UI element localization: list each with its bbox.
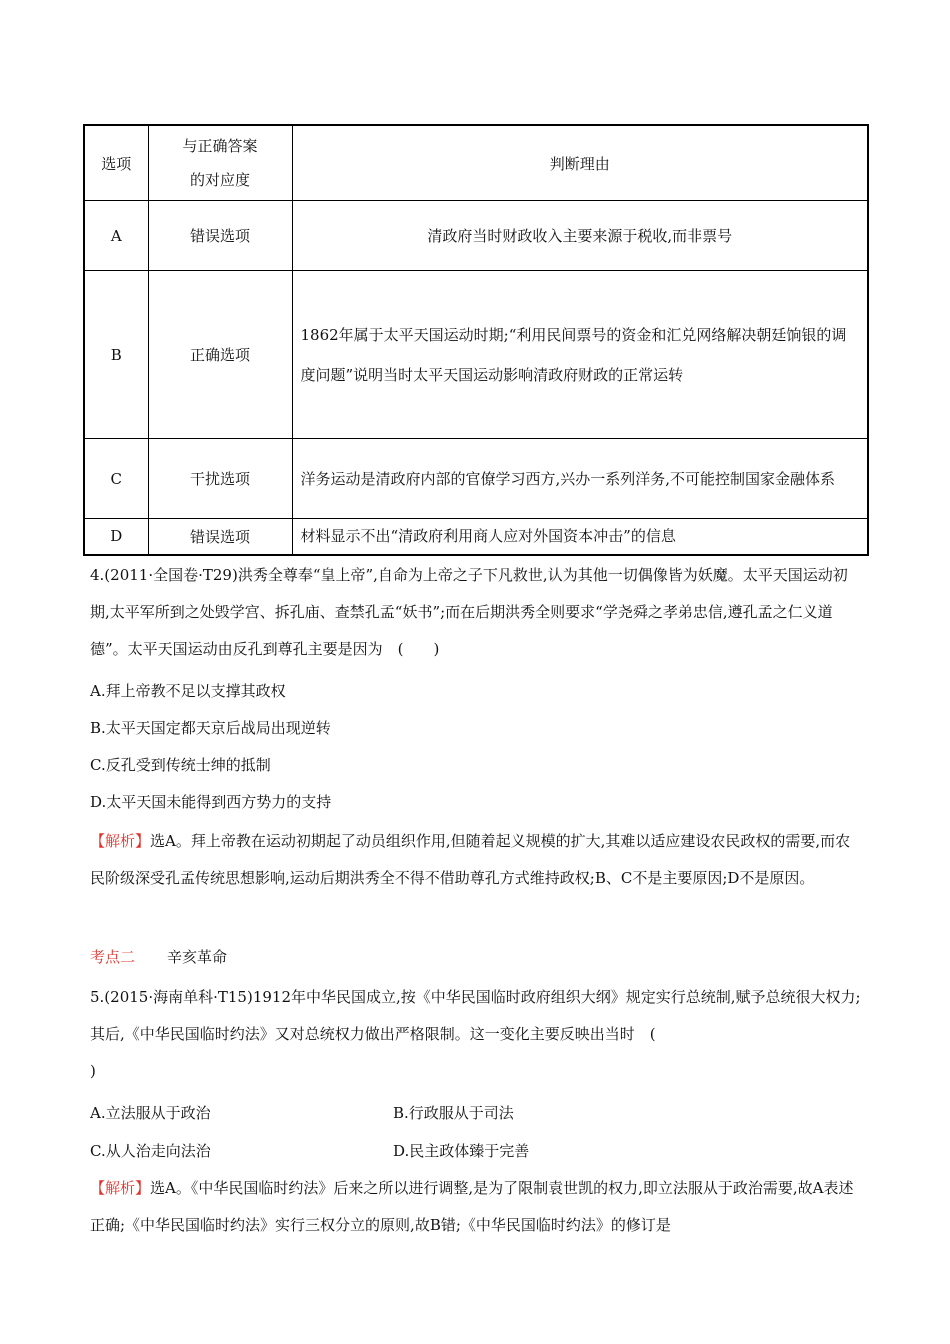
row-correspondence: 干扰选项 <box>148 439 292 519</box>
question-4-option-d: D.太平天国未能得到西方势力的支持 <box>90 793 332 811</box>
question-4-option-b: B.太平天国定都天京后战局出现逆转 <box>90 719 331 737</box>
table-row <box>84 439 868 519</box>
section-title: 辛亥革命 <box>167 948 228 966</box>
row-correspondence: 错误选项 <box>148 519 292 555</box>
analysis-tag: 【解析】 <box>90 1179 151 1197</box>
row-reason: 清政府当时财政收入主要来源于税收,而非票号 <box>292 201 868 271</box>
table-header-row <box>84 125 868 201</box>
row-correspondence: 错误选项 <box>148 201 292 271</box>
row-option: A <box>84 201 148 271</box>
analysis-tag: 【解析】 <box>90 832 151 850</box>
row-option: C <box>84 439 148 519</box>
analysis-text: 选A。拜上帝教在运动初期起了动员组织作用,但随着起义规模的扩大,其难以适应建设农民政权的需要,而农民阶级深受孔孟传统思想影响,运动后期洪秀全不得不借助尊孔方式维持政权;B、C不是主要原因;D不是原因。 <box>90 832 851 887</box>
header-correspondence: 与正确答案 的对应度 <box>148 125 292 201</box>
question-5-option-b: B.行政服从于司法 <box>393 1104 514 1122</box>
section-label: 考点二 <box>90 948 136 966</box>
row-reason: 1862年属于太平天国运动时期;“利用民间票号的资金和汇兑网络解决朝廷饷银的调度问题”说明当时太平天国运动影响清政府财政的正常运转 <box>292 271 868 439</box>
question-5-option-a: A.立法服从于政治 <box>90 1104 211 1122</box>
row-option: D <box>84 519 148 555</box>
table-row <box>84 519 868 555</box>
row-reason: 洋务运动是清政府内部的官僚学习西方,兴办一系列洋务,不可能控制国家金融体系 <box>292 439 868 519</box>
header-reason: 判断理由 <box>292 125 868 201</box>
question-4-option-a: A.拜上帝教不足以支撑其政权 <box>90 682 286 700</box>
table-row <box>84 201 868 271</box>
question-5-stem: 5.(2015·海南单科·T15)1912年中华民国成立,按《中华民国临时政府组织大纲》规定实行总统制,赋予总统很大权力;其后,《中华民国临时约法》又对总统权力做出严格限制。这一变化主要反映出当时 ( ) <box>90 988 861 1080</box>
row-option: B <box>84 271 148 439</box>
table-row <box>84 271 868 439</box>
analysis-text: 选A。《中华民国临时约法》后来之所以进行调整,是为了限制袁世凯的权力,即立法服从于政治需要,故A表述正确;《中华民国临时约法》实行三权分立的原则,故B错;《中华民国临时约法》的修订是 <box>90 1179 854 1234</box>
question-4-option-c: C.反孔受到传统士绅的抵制 <box>90 756 271 774</box>
row-reason: 材料显示不出“清政府利用商人应对外国资本冲击”的信息 <box>292 519 868 555</box>
section-heading <box>90 946 227 967</box>
answer-analysis-table <box>83 124 869 556</box>
header-option: 选项 <box>84 125 148 201</box>
row-correspondence: 正确选项 <box>148 271 292 439</box>
question-5-analysis <box>90 1170 865 1244</box>
question-5-option-c: C.从人治走向法治 <box>90 1142 211 1160</box>
question-4-stem: 4.(2011·全国卷·T29)洪秀全尊奉“皇上帝”,自命为上帝之子下凡救世,认为其他一切偶像皆为妖魔。太平天国运动初期,太平军所到之处毁学宫、拆孔庙、查禁孔孟“妖书”;而在后期洪秀全则要求“学尧舜之孝弟忠信,遵孔孟之仁义道德”。太平天国运动由反孔到尊孔主要是因为 ( ) <box>90 566 848 658</box>
question-5-option-d: D.民主政体臻于完善 <box>393 1142 530 1160</box>
question-4-analysis <box>90 823 865 897</box>
